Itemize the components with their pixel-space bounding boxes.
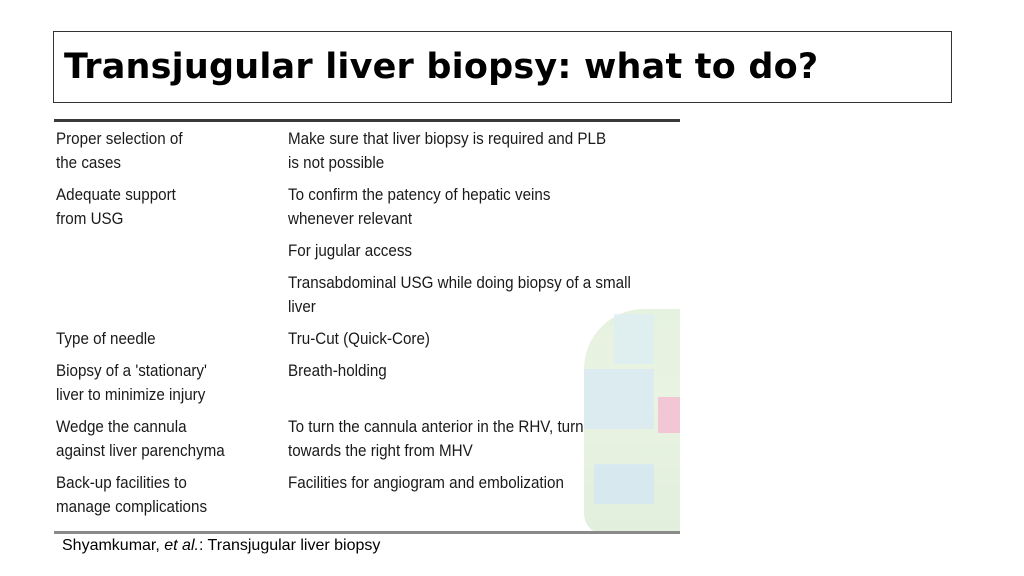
caption-author: Shyamkumar, xyxy=(62,537,165,554)
detail-line: Tru-Cut (Quick-Core) xyxy=(288,330,430,348)
table-row xyxy=(54,183,680,239)
topic-line: the cases xyxy=(56,154,121,172)
table-row xyxy=(54,127,680,183)
row-topic xyxy=(54,359,288,415)
detail-line: For jugular access xyxy=(288,242,413,260)
row-topic xyxy=(54,271,288,327)
row-detail xyxy=(288,471,680,527)
topic-line: Proper selection of xyxy=(56,130,183,148)
caption-title: : Transjugular liver biopsy xyxy=(198,537,381,554)
slide-title-box xyxy=(53,31,952,103)
table-row xyxy=(54,271,680,327)
detail-line: towards the right from MHV xyxy=(288,442,473,460)
row-detail xyxy=(288,239,680,271)
detail-line: To turn the cannula anterior in the RHV, turn xyxy=(288,418,584,436)
table-bottom-rule xyxy=(54,531,680,534)
row-topic xyxy=(54,415,288,471)
source-caption xyxy=(62,537,380,555)
topic-line: liver to minimize injury xyxy=(56,386,206,404)
table-top-rule xyxy=(54,119,680,122)
detail-line: Breath-holding xyxy=(288,362,387,380)
row-detail xyxy=(288,127,680,183)
row-topic xyxy=(54,471,288,527)
caption-etal: et al. xyxy=(164,537,199,554)
detail-line: liver xyxy=(288,298,316,316)
row-topic xyxy=(54,239,288,271)
detail-line: Facilities for angiogram and embolization xyxy=(288,474,564,492)
table-row xyxy=(54,415,680,471)
detail-line: Transabdominal USG while doing biopsy of a small xyxy=(288,274,631,292)
table-row xyxy=(54,359,680,415)
row-detail xyxy=(288,271,680,327)
table-image xyxy=(54,119,680,534)
row-topic xyxy=(54,327,288,359)
row-detail xyxy=(288,359,680,415)
topic-line: against liver parenchyma xyxy=(56,442,225,460)
detail-line: Make sure that liver biopsy is required and PLB xyxy=(288,130,607,148)
slide-title: Transjugular liver biopsy: what to do? xyxy=(64,47,819,87)
row-detail xyxy=(288,183,680,239)
table-row xyxy=(54,471,680,527)
row-topic xyxy=(54,127,288,183)
row-detail xyxy=(288,415,680,471)
topic-line: from USG xyxy=(56,210,124,228)
topic-line: Type of needle xyxy=(56,330,156,348)
topic-line: Biopsy of a 'stationary' xyxy=(56,362,207,380)
table-row xyxy=(54,239,680,271)
detail-line: whenever relevant xyxy=(288,210,413,228)
row-topic xyxy=(54,183,288,239)
topic-line: Back-up facilities to xyxy=(56,474,187,492)
detail-line: is not possible xyxy=(288,154,385,172)
row-detail xyxy=(288,327,680,359)
topic-line: manage complications xyxy=(56,498,208,516)
topic-line: Wedge the cannula xyxy=(56,418,187,436)
guidelines-table xyxy=(54,127,680,527)
table-row xyxy=(54,327,680,359)
detail-line: To confirm the patency of hepatic veins xyxy=(288,186,551,204)
topic-line: Adequate support xyxy=(56,186,176,204)
